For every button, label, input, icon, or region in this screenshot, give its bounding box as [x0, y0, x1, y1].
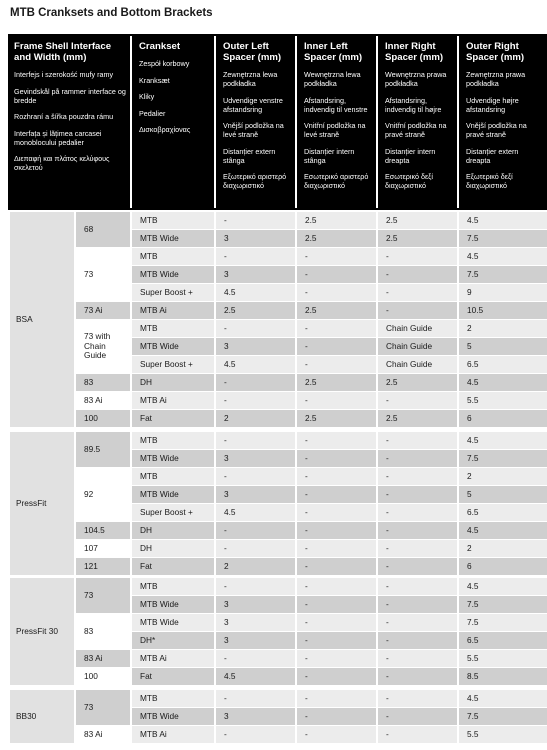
- header-column: [8, 36, 132, 208]
- spacer-cell: 3: [216, 230, 295, 247]
- spacer-cell: -: [297, 650, 376, 667]
- header-translation: Distanțier intern stânga: [304, 146, 355, 165]
- crankset-cell: MTB Wide: [132, 338, 214, 355]
- spacer-cell: -: [297, 578, 376, 595]
- spacer-cell: -: [216, 212, 295, 229]
- width-cell: 73: [76, 578, 130, 613]
- spacer-cell: 2.5: [297, 374, 376, 391]
- header-translation: Vnější podložka na pravé straně: [466, 121, 527, 139]
- spacer-cell: 10.5: [459, 302, 547, 319]
- header-translation: Distanțier extern stânga: [223, 146, 276, 165]
- width-cell: 100: [76, 668, 130, 685]
- width-cell: 107: [76, 540, 130, 557]
- header-translation: Zewnętrzna lewa podkładka: [223, 70, 278, 88]
- header-translation: Διεπαφή και πλάτος κελύφους σκελετού: [14, 154, 110, 172]
- spacer-cell: 4.5: [216, 504, 295, 521]
- header-translation: Afstandsring, indvendig til venstre: [304, 95, 368, 114]
- header-translation: Wewnętrzna prawa podkładka: [385, 70, 447, 88]
- crankset-cell: MTB Ai: [132, 392, 214, 409]
- header-title: Outer Left Spacer (mm): [223, 41, 282, 63]
- spacer-cell: 4.5: [216, 668, 295, 685]
- header-translation: Udvendige venstre afstandsring: [223, 95, 283, 114]
- spacer-cell: -: [216, 374, 295, 391]
- spacer-cell: 4.5: [459, 248, 547, 265]
- header-translation: Kranksæt: [139, 75, 170, 85]
- spacer-cell: 3: [216, 596, 295, 613]
- spacer-cell: 3: [216, 632, 295, 649]
- spacer-cell: -: [297, 284, 376, 301]
- width-cell: 83 Ai: [76, 392, 130, 409]
- spacer-cell: 4.5: [459, 578, 547, 595]
- page-title: MTB Cranksets and Bottom Brackets: [10, 7, 213, 19]
- crankset-cell: MTB: [132, 468, 214, 485]
- spacer-cell: -: [216, 690, 295, 707]
- spacer-cell: -: [297, 266, 376, 283]
- spacer-cell: -: [216, 522, 295, 539]
- crankset-cell: MTB: [132, 212, 214, 229]
- spacer-cell: 3: [216, 266, 295, 283]
- header-translation: Rozhraní a šířka pouzdra rámu: [14, 112, 114, 121]
- crankset-cell: MTB Wide: [132, 596, 214, 613]
- crankset-cell: Super Boost +: [132, 284, 214, 301]
- width-cell: 73: [76, 248, 130, 301]
- spacer-cell: -: [378, 522, 457, 539]
- spacer-cell: -: [297, 708, 376, 725]
- frame-cell: PressFit: [10, 432, 74, 575]
- spacer-cell: -: [216, 650, 295, 667]
- width-cell: 73 Ai: [76, 302, 130, 319]
- spacer-cell: -: [297, 522, 376, 539]
- header-title: Crankset: [139, 41, 181, 52]
- spacer-cell: -: [297, 392, 376, 409]
- spacer-cell: 4.5: [459, 374, 547, 391]
- spacer-cell: -: [378, 392, 457, 409]
- width-cell: 121: [76, 558, 130, 575]
- spacer-cell: -: [216, 432, 295, 449]
- crankset-cell: MTB Ai: [132, 302, 214, 319]
- spacer-cell: -: [297, 668, 376, 685]
- spacer-cell: 3: [216, 708, 295, 725]
- spacer-cell: Chain Guide: [378, 338, 457, 355]
- spacer-cell: 5: [459, 338, 547, 355]
- spacer-cell: 2: [459, 468, 547, 485]
- spacer-cell: -: [297, 596, 376, 613]
- spacer-cell: 2.5: [297, 302, 376, 319]
- width-cell: 104.5: [76, 522, 130, 539]
- spacer-cell: -: [297, 338, 376, 355]
- spacer-cell: 2.5: [297, 212, 376, 229]
- spacer-cell: -: [378, 302, 457, 319]
- spacer-cell: -: [216, 320, 295, 337]
- spacer-cell: -: [297, 504, 376, 521]
- spacer-cell: 4.5: [459, 212, 547, 229]
- frame-cell: BB30: [10, 690, 74, 743]
- header-title: Inner Right Spacer (mm): [385, 41, 444, 63]
- spacer-cell: -: [297, 320, 376, 337]
- header-column: [376, 36, 457, 208]
- crankset-cell: DH*: [132, 632, 214, 649]
- spacer-cell: -: [297, 632, 376, 649]
- header-translation: Interfața și lățimea carcasei monoblocului pedalier: [14, 128, 102, 147]
- width-cell: 83: [76, 374, 130, 391]
- spacer-cell: -: [378, 708, 457, 725]
- spacer-cell: 5: [459, 486, 547, 503]
- header-title: Frame Shell Interface and Width (mm): [14, 41, 112, 63]
- spacer-cell: -: [378, 632, 457, 649]
- spacer-cell: 6.5: [459, 504, 547, 521]
- crankset-cell: MTB Ai: [132, 650, 214, 667]
- width-cell: 100: [76, 410, 130, 427]
- spacer-cell: -: [378, 504, 457, 521]
- spacer-cell: -: [378, 558, 457, 575]
- header-translation: Interfejs i szerokość mufy ramy: [14, 70, 114, 79]
- spacer-cell: -: [216, 248, 295, 265]
- spacer-cell: -: [216, 578, 295, 595]
- crankset-cell: DH: [132, 540, 214, 557]
- spacer-cell: 7.5: [459, 614, 547, 631]
- crankset-cell: MTB Wide: [132, 230, 214, 247]
- spacer-cell: 2.5: [216, 302, 295, 319]
- spacer-cell: 8.5: [459, 668, 547, 685]
- spacer-cell: 7.5: [459, 266, 547, 283]
- spacer-cell: Chain Guide: [378, 320, 457, 337]
- spacer-cell: -: [216, 468, 295, 485]
- spacer-cell: 2: [216, 558, 295, 575]
- crankset-cell: Fat: [132, 668, 214, 685]
- spacer-cell: 2.5: [378, 374, 457, 391]
- crankset-cell: MTB: [132, 432, 214, 449]
- header-column: [457, 36, 547, 208]
- frame-cell: PressFit 30: [10, 578, 74, 685]
- spacer-cell: -: [378, 668, 457, 685]
- spacer-cell: 5.5: [459, 392, 547, 409]
- spacer-cell: -: [297, 726, 376, 743]
- spacer-cell: -: [378, 540, 457, 557]
- header-translation: Εξωτερικό δεξί διαχωριστικό: [466, 172, 513, 190]
- crankset-cell: MTB Wide: [132, 614, 214, 631]
- crankset-cell: Super Boost +: [132, 356, 214, 373]
- spacer-cell: 3: [216, 450, 295, 467]
- spacer-cell: 4.5: [216, 356, 295, 373]
- width-cell: 73 with Chain Guide: [76, 320, 130, 373]
- header-translation: Distanțier intern dreapta: [385, 146, 436, 165]
- spacer-cell: 2: [459, 540, 547, 557]
- header-translation: Εσωτερικό αριστερό διαχωριστικό: [304, 172, 369, 190]
- spacer-cell: 6: [459, 410, 547, 427]
- crankset-cell: MTB Wide: [132, 486, 214, 503]
- spacer-cell: -: [378, 266, 457, 283]
- spacer-cell: 3: [216, 614, 295, 631]
- width-cell: 89.5: [76, 432, 130, 467]
- spacer-cell: 5.5: [459, 650, 547, 667]
- crankset-cell: MTB Wide: [132, 708, 214, 725]
- header-translation: Distanțier extern dreapta: [466, 146, 519, 165]
- width-cell: 73: [76, 690, 130, 725]
- spacer-cell: 2.5: [378, 410, 457, 427]
- header-translation: Δισκοβραχίονας: [139, 125, 191, 134]
- width-cell: 83 Ai: [76, 650, 130, 667]
- crankset-cell: MTB: [132, 690, 214, 707]
- spacer-cell: -: [297, 614, 376, 631]
- header-translation: Εσωτερικό δεξί διαχωριστικό: [385, 172, 433, 190]
- header-translation: Gevindskål på rammer interface og bredde: [14, 86, 126, 105]
- header-translation: Zespół korbowy: [139, 59, 190, 68]
- spacer-cell: 7.5: [459, 230, 547, 247]
- spacer-cell: -: [378, 726, 457, 743]
- spacer-cell: 2.5: [378, 212, 457, 229]
- spacer-cell: 7.5: [459, 708, 547, 725]
- header-translation: Vnější podložka na levé straně: [223, 121, 284, 139]
- spacer-cell: -: [378, 248, 457, 265]
- crankset-cell: MTB Ai: [132, 726, 214, 743]
- crankset-cell: Fat: [132, 410, 214, 427]
- header-translation: Vnitřní podložka na pravé straně: [385, 121, 447, 139]
- spacer-cell: 2: [459, 320, 547, 337]
- header-translation: Afstandsring, indvendig til højre: [385, 95, 442, 114]
- crankset-cell: MTB Wide: [132, 450, 214, 467]
- spacer-cell: -: [297, 356, 376, 373]
- spacer-cell: 3: [216, 486, 295, 503]
- crankset-cell: DH: [132, 522, 214, 539]
- spacer-cell: -: [378, 486, 457, 503]
- header-translation: Vnitřní podložka na levé straně: [304, 121, 366, 139]
- spacer-cell: 6: [459, 558, 547, 575]
- header-translation: Kliky: [139, 92, 155, 101]
- crankset-cell: MTB: [132, 578, 214, 595]
- header-title: Outer Right Spacer (mm): [466, 41, 525, 63]
- header-column: [214, 36, 295, 208]
- spacer-cell: -: [297, 450, 376, 467]
- header-translation: Wewnętrzna lewa podkładka: [304, 70, 361, 88]
- crankset-cell: MTB Wide: [132, 266, 214, 283]
- header-translation: Εξωτερικό αριστερό διαχωριστικό: [223, 172, 287, 190]
- width-cell: 83: [76, 614, 130, 649]
- spacer-cell: 2.5: [378, 230, 457, 247]
- crankset-cell: DH: [132, 374, 214, 391]
- spacer-cell: -: [378, 650, 457, 667]
- crankset-cell: MTB: [132, 248, 214, 265]
- spacer-cell: 2: [216, 410, 295, 427]
- spacer-cell: -: [297, 248, 376, 265]
- spacer-cell: -: [378, 450, 457, 467]
- crankset-cell: MTB: [132, 320, 214, 337]
- width-cell: 83 Ai: [76, 726, 130, 743]
- spacer-cell: 4.5: [216, 284, 295, 301]
- spacer-cell: -: [297, 486, 376, 503]
- spacer-cell: -: [378, 690, 457, 707]
- spacer-cell: -: [378, 432, 457, 449]
- spacer-cell: 4.5: [459, 522, 547, 539]
- spacer-cell: 2.5: [297, 230, 376, 247]
- spacer-cell: -: [297, 540, 376, 557]
- spacer-cell: -: [297, 690, 376, 707]
- header-column: [295, 36, 376, 208]
- width-cell: 68: [76, 212, 130, 247]
- spacer-cell: -: [216, 392, 295, 409]
- spacer-cell: -: [297, 468, 376, 485]
- spacer-cell: -: [378, 578, 457, 595]
- spacer-cell: Chain Guide: [378, 356, 457, 373]
- crankset-cell: Fat: [132, 558, 214, 575]
- spacer-cell: 2.5: [297, 410, 376, 427]
- spacer-cell: 4.5: [459, 432, 547, 449]
- header-translation: Pedalier: [139, 108, 166, 118]
- spacer-cell: -: [378, 596, 457, 613]
- spacer-cell: -: [297, 432, 376, 449]
- width-cell: 92: [76, 468, 130, 521]
- spacer-cell: 3: [216, 338, 295, 355]
- spacer-cell: 4.5: [459, 690, 547, 707]
- spacer-cell: -: [378, 284, 457, 301]
- header-translation: Zewnętrzna prawa podkładka: [466, 70, 526, 88]
- spacer-cell: 5.5: [459, 726, 547, 743]
- spacer-cell: 9: [459, 284, 547, 301]
- spacer-cell: 6.5: [459, 632, 547, 649]
- frame-cell: BSA: [10, 212, 74, 427]
- spacer-cell: 7.5: [459, 450, 547, 467]
- header-translation: Udvendige højre afstandsring: [466, 95, 519, 114]
- spacer-cell: -: [378, 614, 457, 631]
- spacer-cell: -: [216, 540, 295, 557]
- crankset-cell: Super Boost +: [132, 504, 214, 521]
- header-column: [130, 36, 214, 208]
- spacer-cell: 6.5: [459, 356, 547, 373]
- spacer-cell: -: [216, 726, 295, 743]
- spacer-cell: -: [378, 468, 457, 485]
- spacer-cell: 7.5: [459, 596, 547, 613]
- header-title: Inner Left Spacer (mm): [304, 41, 363, 63]
- spacer-cell: -: [297, 558, 376, 575]
